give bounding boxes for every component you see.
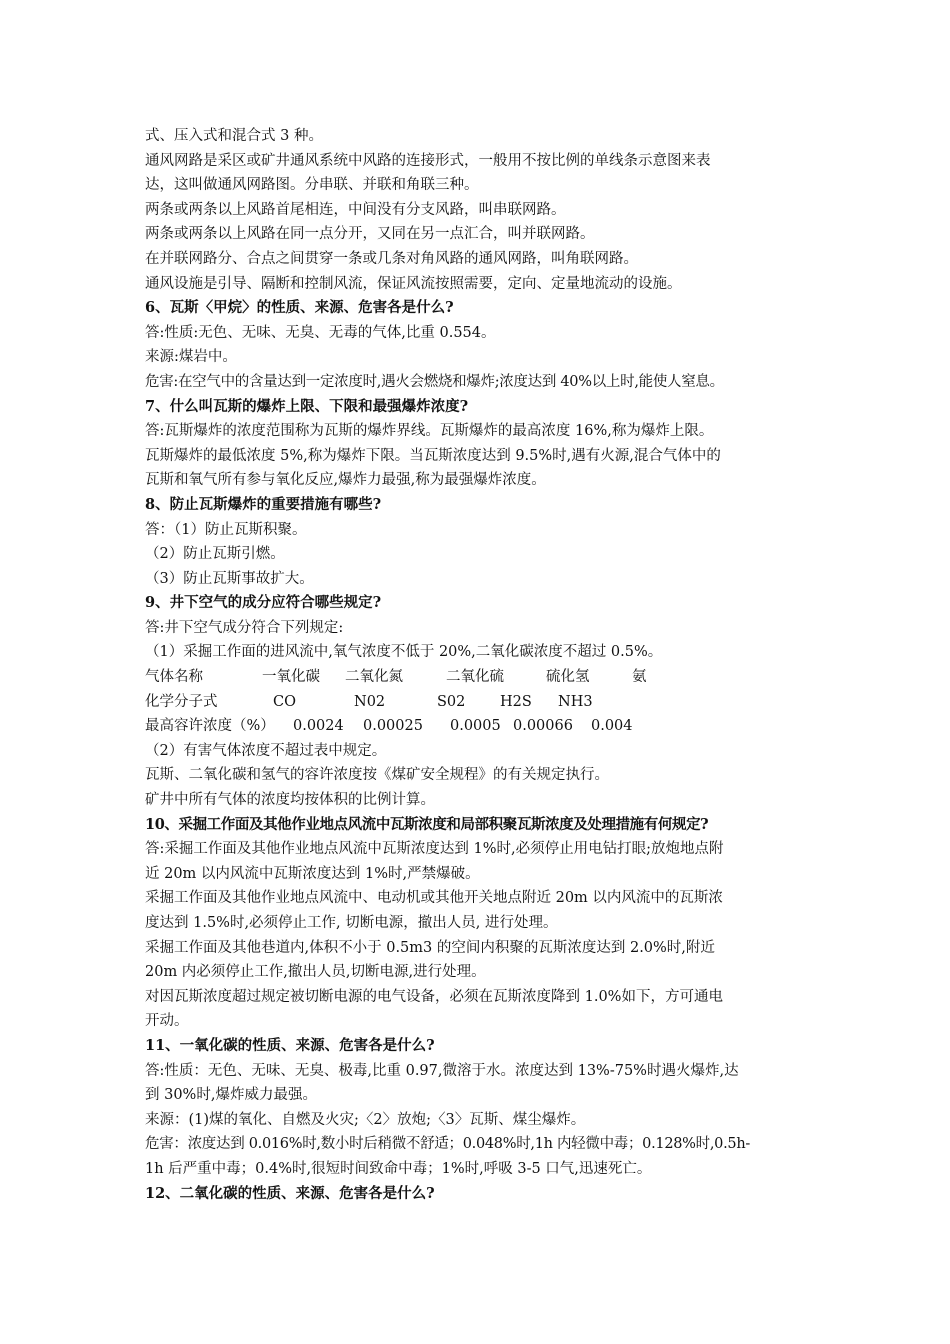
text-line: 开动。 bbox=[145, 1013, 189, 1030]
gas-table-cell: 0.0024 bbox=[293, 718, 344, 735]
gas-table-cell: CO bbox=[273, 693, 296, 710]
text-line: 答:采掘工作面及其他作业地点风流中瓦斯浓度达到 1%时,必须停止用电钻打眼;放炮地点附 bbox=[145, 841, 724, 858]
gas-table-cell: NH3 bbox=[558, 693, 593, 710]
gas-table-cell: 气体名称 bbox=[145, 669, 203, 686]
text-line: （2）防止瓦斯引燃。 bbox=[145, 546, 285, 563]
question-heading: 6、瓦斯〈甲烷〉的性质、来源、危害各是什么? bbox=[145, 299, 454, 317]
gas-table-cell: 硫化氢 bbox=[546, 669, 590, 686]
text-line: 通风网路是采区或矿井通风系统中风路的连接形式，一般用不按比例的单线条示意图来表 bbox=[145, 152, 711, 169]
question-heading: 12、二氧化碳的性质、来源、危害各是什么? bbox=[145, 1184, 435, 1202]
text-line: 1h 后严重中毒；0.4%时,很短时间致命中毒；1%时,呼吸 3-5 口气,迅速死亡。 bbox=[145, 1160, 652, 1177]
gas-table-cell: H2S bbox=[500, 693, 532, 710]
question-heading: 9、井下空气的成分应符合哪些规定? bbox=[145, 594, 382, 612]
text-line: 达，这叫做通风网路图。分串联、并联和角联三种。 bbox=[145, 177, 479, 194]
gas-table-cell: 二氧化氮 bbox=[345, 669, 403, 686]
text-line: 通风设施是引导、隔断和控制风流，保证风流按照需要，定向、定量地流动的设施。 bbox=[145, 275, 682, 292]
text-line: 两条或两条以上风路首尾相连，中间没有分支风路，叫串联网路。 bbox=[145, 201, 566, 218]
text-line: （3）防止瓦斯事故扩大。 bbox=[145, 570, 314, 587]
text-line: 到 30%时,爆炸威力最强。 bbox=[145, 1087, 317, 1104]
gas-table-cell: 0.0005 bbox=[450, 718, 501, 735]
text-line: 两条或两条以上风路在同一点分开，又同在另一点汇合，叫并联网路。 bbox=[145, 226, 595, 243]
gas-table-cell: 化学分子式 bbox=[145, 693, 218, 710]
text-line: 20m 内必须停止工作,撤出人员,切断电源,进行处理。 bbox=[145, 964, 486, 981]
gas-table-row-limits bbox=[145, 714, 810, 739]
gas-table-cell: 0.00025 bbox=[363, 718, 423, 735]
gas-table-cell: N02 bbox=[354, 693, 386, 710]
gas-table-cell: 氨 bbox=[632, 669, 647, 686]
text-line: 在并联网路分、合点之间贯穿一条或几条对角风路的通风网路，叫角联网路。 bbox=[145, 250, 638, 267]
text-line: 答：（1）防止瓦斯积聚。 bbox=[145, 521, 307, 538]
text-line: 采掘工作面及其他作业地点风流中、电动机或其他开关地点附近 20m 以内风流中的瓦斯浓 bbox=[145, 890, 723, 907]
gas-table-cell: 二氧化硫 bbox=[446, 669, 504, 686]
gas-table-row-names bbox=[145, 665, 810, 690]
text-line: 采掘工作面及其他巷道内,体积不小于 0.5m3 的空间内积聚的瓦斯浓度达到 2.0%时,附近 bbox=[145, 939, 715, 956]
text-line: 近 20m 以内风流中瓦斯浓度达到 1%时,严禁爆破。 bbox=[145, 865, 480, 882]
gas-table-cell: 0.004 bbox=[591, 718, 633, 735]
text-line: 答:井下空气成分符合下列规定: bbox=[145, 619, 344, 636]
text-line: 瓦斯爆炸的最低浓度 5%,称为爆炸下限。当瓦斯浓度达到 9.5%时,遇有火源,混合气体中的 bbox=[145, 447, 721, 464]
text-line: 危害:在空气中的含量达到一定浓度时,遇火会燃烧和爆炸;浓度达到 40%以上时,能使人窒息。 bbox=[145, 373, 724, 390]
question-heading: 11、一氧化碳的性质、来源、危害各是什么? bbox=[145, 1036, 435, 1054]
gas-table-row-formulas bbox=[145, 690, 810, 715]
question-heading: 10、采掘工作面及其他作业地点风流中瓦斯浓度和局部积聚瓦斯浓度及处理措施有何规定? bbox=[145, 815, 709, 833]
gas-table-cell: 0.00066 bbox=[513, 718, 573, 735]
gas-table-cell: 一氧化碳 bbox=[262, 669, 320, 686]
text-line: 瓦斯和氧气所有参与氧化反应,爆炸力最强,称为最强爆炸浓度。 bbox=[145, 472, 546, 489]
text-line: 答:性质：无色、无味、无臭、极毒,比重 0.97,微溶于水。浓度达到 13%-75%时遇火爆炸,达 bbox=[145, 1062, 739, 1079]
text-line: 答:性质:无色、无味、无臭、无毒的气体,比重 0.554。 bbox=[145, 324, 496, 341]
text-line: 瓦斯、二氧化碳和氢气的容许浓度按《煤矿安全规程》的有关规定执行。 bbox=[145, 767, 609, 784]
text-line: 对因瓦斯浓度超过规定被切断电源的电气设备，必须在瓦斯浓度降到 1.0%如下，方可通电 bbox=[145, 988, 723, 1005]
question-heading: 8、防止瓦斯爆炸的重要措施有哪些? bbox=[145, 495, 382, 513]
text-line: 危害：浓度达到 0.016%时,数小时后稍微不舒适；0.048%时,1h 内轻微中毒；0.128%时,0.5h- bbox=[145, 1136, 750, 1153]
text-line: 式、压入式和混合式 3 种。 bbox=[145, 128, 323, 144]
document-body bbox=[145, 124, 810, 1206]
text-line: 度达到 1.5%时,必须停止工作, 切断电源，撤出人员, 进行处理。 bbox=[145, 915, 558, 931]
text-line: 来源：(1)煤的氧化、自燃及火灾;〈2〉放炮;〈3〉瓦斯、煤尘爆炸。 bbox=[145, 1111, 586, 1128]
question-heading: 7、什么叫瓦斯的爆炸上限、下限和最强爆炸浓度? bbox=[145, 397, 469, 415]
text-line: 矿井中所有气体的浓度均按体积的比例计算。 bbox=[145, 792, 435, 809]
gas-table-cell: 最高容许浓度（%） bbox=[145, 718, 275, 735]
text-line: 来源:煤岩中。 bbox=[145, 349, 237, 366]
gas-table-cell: S02 bbox=[437, 693, 466, 710]
text-line: 答:瓦斯爆炸的浓度范围称为瓦斯的爆炸界线。瓦斯爆炸的最高浓度 16%,称为爆炸上限。 bbox=[145, 423, 714, 440]
text-line: （1）采掘工作面的进风流中,氧气浓度不低于 20%,二氧化碳浓度不超过 0.5%。 bbox=[145, 644, 663, 661]
text-line: （2）有害气体浓度不超过表中规定。 bbox=[145, 742, 387, 759]
